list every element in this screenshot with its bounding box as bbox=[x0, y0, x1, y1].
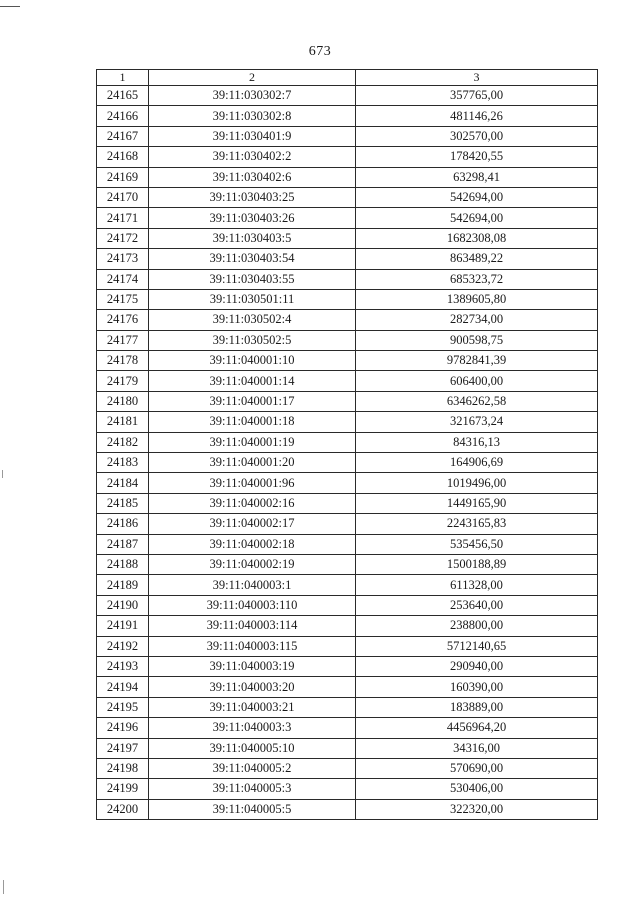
row-number-cell: 24166 bbox=[97, 106, 149, 126]
cadastral-number-cell: 39:11:030403:55 bbox=[149, 269, 356, 289]
table-row bbox=[97, 126, 598, 146]
value-cell: 178420,55 bbox=[356, 147, 598, 167]
cadastral-number-cell: 39:11:040003:114 bbox=[149, 616, 356, 636]
column-header-value: 3 bbox=[356, 70, 598, 86]
row-number-cell: 24185 bbox=[97, 493, 149, 513]
table-header-row bbox=[97, 70, 598, 86]
value-cell: 1389605,80 bbox=[356, 289, 598, 309]
cadastral-number-cell: 39:11:030302:8 bbox=[149, 106, 356, 126]
cadastral-number-cell: 39:11:040001:18 bbox=[149, 412, 356, 432]
table-row bbox=[97, 432, 598, 452]
value-cell: 1449165,90 bbox=[356, 493, 598, 513]
row-number-cell: 24189 bbox=[97, 575, 149, 595]
table-row bbox=[97, 493, 598, 513]
row-number-cell: 24171 bbox=[97, 208, 149, 228]
cadastral-number-cell: 39:11:040003:21 bbox=[149, 697, 356, 717]
value-cell: 1500188,89 bbox=[356, 554, 598, 574]
value-cell: 84316,13 bbox=[356, 432, 598, 452]
table-row bbox=[97, 289, 598, 309]
value-cell: 282734,00 bbox=[356, 310, 598, 330]
row-number-cell: 24168 bbox=[97, 147, 149, 167]
table-row bbox=[97, 167, 598, 187]
value-cell: 164906,69 bbox=[356, 453, 598, 473]
scan-mark-mid bbox=[2, 470, 3, 478]
table-row bbox=[97, 514, 598, 534]
table-row bbox=[97, 473, 598, 493]
scan-mark-bottom bbox=[3, 880, 4, 894]
value-cell: 6346262,58 bbox=[356, 391, 598, 411]
cadastral-number-cell: 39:11:040001:19 bbox=[149, 432, 356, 452]
table-row bbox=[97, 758, 598, 778]
table-row bbox=[97, 86, 598, 106]
cadastral-number-cell: 39:11:040005:2 bbox=[149, 758, 356, 778]
value-cell: 530406,00 bbox=[356, 779, 598, 799]
row-number-cell: 24196 bbox=[97, 718, 149, 738]
row-number-cell: 24177 bbox=[97, 330, 149, 350]
row-number-cell: 24167 bbox=[97, 126, 149, 146]
table-row bbox=[97, 147, 598, 167]
row-number-cell: 24187 bbox=[97, 534, 149, 554]
table-body bbox=[97, 70, 598, 820]
column-header-number: 1 bbox=[97, 70, 149, 86]
value-cell: 685323,72 bbox=[356, 269, 598, 289]
table-row bbox=[97, 249, 598, 269]
row-number-cell: 24179 bbox=[97, 371, 149, 391]
row-number-cell: 24174 bbox=[97, 269, 149, 289]
cadastral-number-cell: 39:11:030501:11 bbox=[149, 289, 356, 309]
value-cell: 2243165,83 bbox=[356, 514, 598, 534]
table-row bbox=[97, 310, 598, 330]
row-number-cell: 24199 bbox=[97, 779, 149, 799]
cadastral-number-cell: 39:11:040003:19 bbox=[149, 656, 356, 676]
table-row bbox=[97, 534, 598, 554]
row-number-cell: 24181 bbox=[97, 412, 149, 432]
table-row bbox=[97, 228, 598, 248]
cadastral-number-cell: 39:11:030403:54 bbox=[149, 249, 356, 269]
value-cell: 183889,00 bbox=[356, 697, 598, 717]
row-number-cell: 24173 bbox=[97, 249, 149, 269]
cadastral-number-cell: 39:11:040002:16 bbox=[149, 493, 356, 513]
table-row bbox=[97, 779, 598, 799]
cadastral-number-cell: 39:11:040003:110 bbox=[149, 595, 356, 615]
table-row bbox=[97, 330, 598, 350]
table-row bbox=[97, 106, 598, 126]
value-cell: 611328,00 bbox=[356, 575, 598, 595]
value-cell: 160390,00 bbox=[356, 677, 598, 697]
cadastral-number-cell: 39:11:040001:20 bbox=[149, 453, 356, 473]
value-cell: 5712140,65 bbox=[356, 636, 598, 656]
row-number-cell: 24193 bbox=[97, 656, 149, 676]
row-number-cell: 24178 bbox=[97, 351, 149, 371]
row-number-cell: 24192 bbox=[97, 636, 149, 656]
table-row bbox=[97, 595, 598, 615]
table-row bbox=[97, 391, 598, 411]
column-header-cadastral-number: 2 bbox=[149, 70, 356, 86]
cadastral-number-cell: 39:11:040001:17 bbox=[149, 391, 356, 411]
cadastral-number-cell: 39:11:030402:6 bbox=[149, 167, 356, 187]
row-number-cell: 24180 bbox=[97, 391, 149, 411]
value-cell: 1019496,00 bbox=[356, 473, 598, 493]
cadastral-number-cell: 39:11:030302:7 bbox=[149, 86, 356, 106]
cadastral-number-cell: 39:11:040003:115 bbox=[149, 636, 356, 656]
cadastral-number-cell: 39:11:030403:5 bbox=[149, 228, 356, 248]
table-row bbox=[97, 554, 598, 574]
row-number-cell: 24190 bbox=[97, 595, 149, 615]
table-row bbox=[97, 697, 598, 717]
value-cell: 9782841,39 bbox=[356, 351, 598, 371]
row-number-cell: 24186 bbox=[97, 514, 149, 534]
value-cell: 322320,00 bbox=[356, 799, 598, 819]
row-number-cell: 24183 bbox=[97, 453, 149, 473]
cadastral-number-cell: 39:11:040002:19 bbox=[149, 554, 356, 574]
value-cell: 4456964,20 bbox=[356, 718, 598, 738]
value-cell: 253640,00 bbox=[356, 595, 598, 615]
value-cell: 900598,75 bbox=[356, 330, 598, 350]
row-number-cell: 24176 bbox=[97, 310, 149, 330]
cadastral-number-cell: 39:11:040005:10 bbox=[149, 738, 356, 758]
table-row bbox=[97, 575, 598, 595]
table-row bbox=[97, 677, 598, 697]
cadastral-number-cell: 39:11:030403:26 bbox=[149, 208, 356, 228]
table-row bbox=[97, 799, 598, 819]
table-row bbox=[97, 187, 598, 207]
cadastral-number-cell: 39:11:040001:96 bbox=[149, 473, 356, 493]
cadastral-number-cell: 39:11:040005:5 bbox=[149, 799, 356, 819]
table-row bbox=[97, 453, 598, 473]
row-number-cell: 24197 bbox=[97, 738, 149, 758]
cadastral-number-cell: 39:11:040005:3 bbox=[149, 779, 356, 799]
table-row bbox=[97, 269, 598, 289]
cadastral-number-cell: 39:11:040002:18 bbox=[149, 534, 356, 554]
table-row bbox=[97, 738, 598, 758]
table-row bbox=[97, 371, 598, 391]
table-row bbox=[97, 636, 598, 656]
value-cell: 535456,50 bbox=[356, 534, 598, 554]
row-number-cell: 24191 bbox=[97, 616, 149, 636]
row-number-cell: 24184 bbox=[97, 473, 149, 493]
table-row bbox=[97, 656, 598, 676]
value-cell: 542694,00 bbox=[356, 187, 598, 207]
value-cell: 63298,41 bbox=[356, 167, 598, 187]
row-number-cell: 24195 bbox=[97, 697, 149, 717]
table-row bbox=[97, 616, 598, 636]
page-number: 673 bbox=[308, 44, 332, 59]
table-row bbox=[97, 351, 598, 371]
table-row bbox=[97, 412, 598, 432]
row-number-cell: 24170 bbox=[97, 187, 149, 207]
table-row bbox=[97, 208, 598, 228]
row-number-cell: 24165 bbox=[97, 86, 149, 106]
value-cell: 302570,00 bbox=[356, 126, 598, 146]
row-number-cell: 24169 bbox=[97, 167, 149, 187]
cadastral-number-cell: 39:11:030403:25 bbox=[149, 187, 356, 207]
value-cell: 1682308,08 bbox=[356, 228, 598, 248]
value-cell: 34316,00 bbox=[356, 738, 598, 758]
value-cell: 863489,22 bbox=[356, 249, 598, 269]
cadastral-number-cell: 39:11:040003:20 bbox=[149, 677, 356, 697]
cadastral-number-cell: 39:11:040001:14 bbox=[149, 371, 356, 391]
value-cell: 357765,00 bbox=[356, 86, 598, 106]
row-number-cell: 24194 bbox=[97, 677, 149, 697]
cadastral-number-cell: 39:11:040001:10 bbox=[149, 351, 356, 371]
value-cell: 606400,00 bbox=[356, 371, 598, 391]
value-cell: 570690,00 bbox=[356, 758, 598, 778]
cadastral-number-cell: 39:11:030502:4 bbox=[149, 310, 356, 330]
value-cell: 238800,00 bbox=[356, 616, 598, 636]
value-cell: 542694,00 bbox=[356, 208, 598, 228]
value-cell: 481146,26 bbox=[356, 106, 598, 126]
cadastral-number-cell: 39:11:040003:3 bbox=[149, 718, 356, 738]
row-number-cell: 24188 bbox=[97, 554, 149, 574]
value-cell: 321673,24 bbox=[356, 412, 598, 432]
cadastral-number-cell: 39:11:030401:9 bbox=[149, 126, 356, 146]
row-number-cell: 24172 bbox=[97, 228, 149, 248]
cadastral-number-cell: 39:11:030502:5 bbox=[149, 330, 356, 350]
row-number-cell: 24200 bbox=[97, 799, 149, 819]
cadastral-number-cell: 39:11:030402:2 bbox=[149, 147, 356, 167]
scan-mark-top bbox=[0, 6, 20, 7]
registry-table bbox=[96, 69, 598, 820]
value-cell: 290940,00 bbox=[356, 656, 598, 676]
table-row bbox=[97, 718, 598, 738]
row-number-cell: 24175 bbox=[97, 289, 149, 309]
row-number-cell: 24198 bbox=[97, 758, 149, 778]
cadastral-number-cell: 39:11:040003:1 bbox=[149, 575, 356, 595]
cadastral-number-cell: 39:11:040002:17 bbox=[149, 514, 356, 534]
row-number-cell: 24182 bbox=[97, 432, 149, 452]
